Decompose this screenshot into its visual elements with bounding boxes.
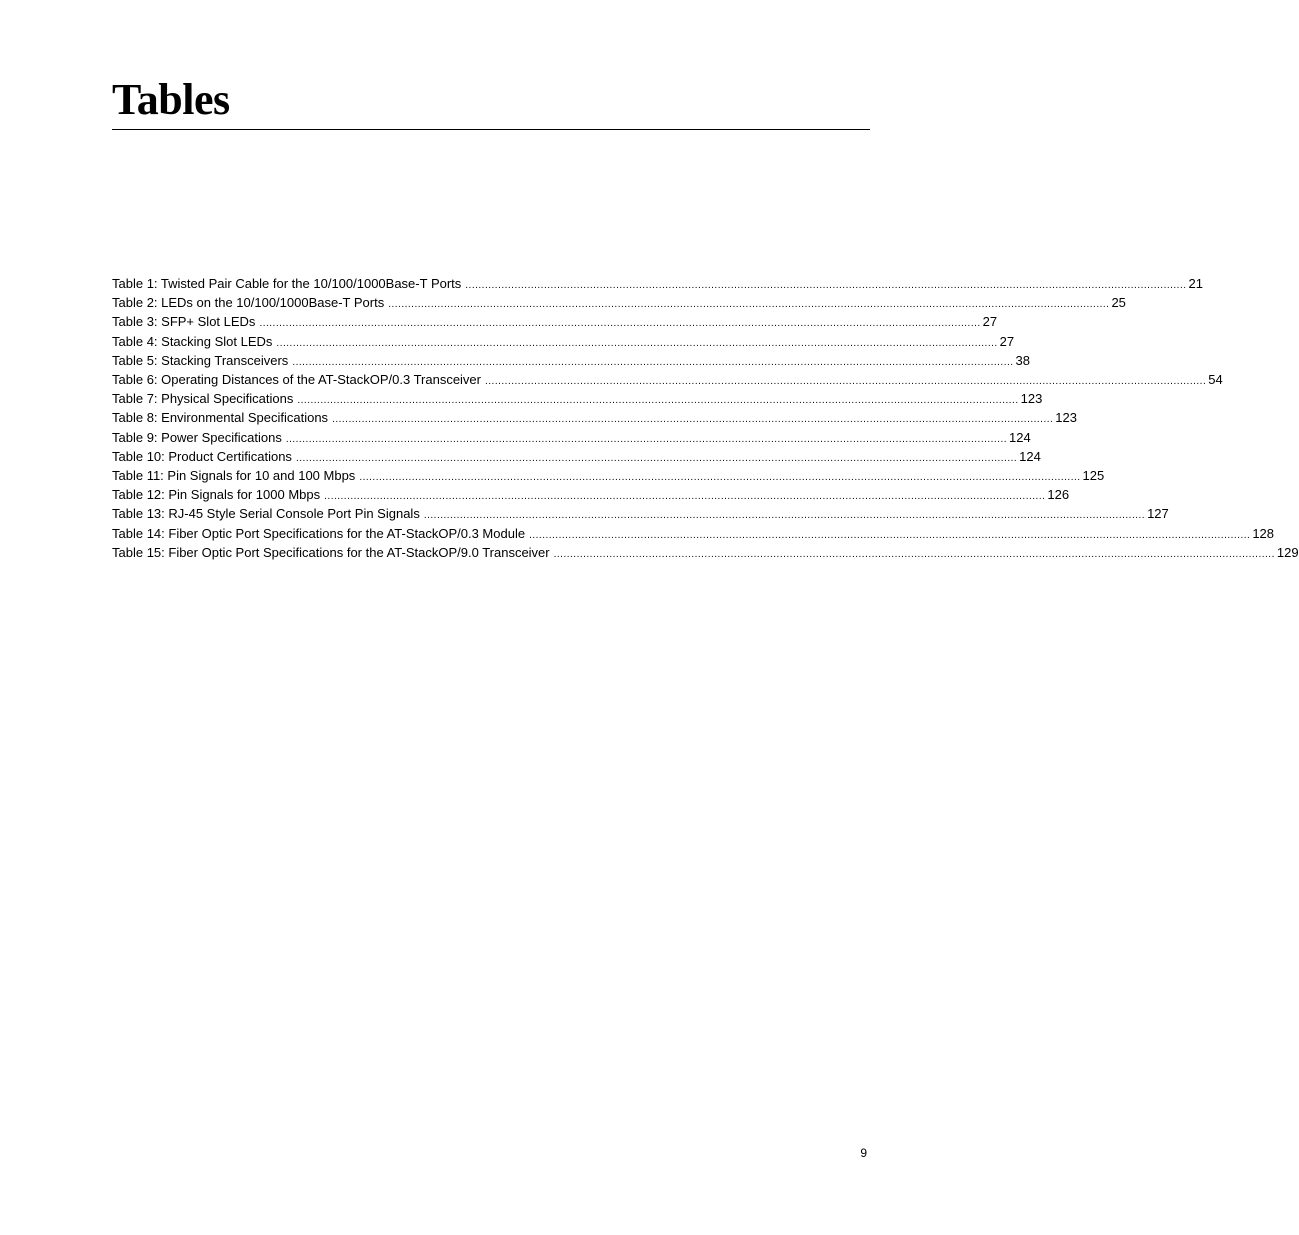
toc-entry-page: 27 (982, 314, 998, 330)
toc-entry-page: 123 (1020, 391, 1043, 407)
toc-entry[interactable] (112, 371, 1223, 390)
dot-leader: ............................................................................................................................................................................................................................ (324, 491, 1046, 503)
toc-entry-title: Table 8: Environmental Specifications (112, 410, 329, 426)
toc-entry-title: Table 4: Stacking Slot LEDs (112, 333, 273, 349)
toc-entry-page: 21 (1188, 276, 1203, 291)
dot-leader: ............................................................................................................................................................................................................................ (388, 299, 1110, 311)
toc-entry-title: Table 11: Pin Signals for 10 and 100 Mbps (112, 468, 356, 484)
toc-entry[interactable] (112, 525, 1275, 544)
toc-entry[interactable] (112, 333, 1015, 352)
toc-entry-page: 38 (1015, 352, 1031, 368)
toc-entry[interactable] (112, 448, 1041, 467)
toc-entry-title: Table 6: Operating Distances of the AT-StackOP/0.3 Transceiver (112, 372, 481, 388)
toc-entry-title: Table 14: Fiber Optic Port Specifications for the AT-StackOP/0.3 Module (112, 525, 526, 541)
toc-entry[interactable] (112, 390, 1043, 409)
toc-entry[interactable] (112, 505, 1169, 524)
toc-entry[interactable] (112, 544, 1299, 563)
toc-entry-page: 54 (1208, 372, 1223, 388)
dot-leader: ............................................................................................................................................................................................................................ (529, 529, 1251, 541)
toc-entry-page: 25 (1111, 295, 1126, 311)
page-title: Tables (112, 75, 230, 124)
toc-entry-title: Table 5: Stacking Transceivers (112, 352, 289, 368)
toc-entry[interactable] (112, 467, 1105, 486)
dot-leader: ............................................................................................................................................................................................................................ (295, 452, 1018, 464)
toc-entry-page: 123 (1055, 410, 1077, 426)
title-divider (112, 129, 870, 130)
toc-entry-page: 124 (1019, 448, 1041, 464)
toc-entry-page: 127 (1147, 506, 1169, 522)
toc-entry[interactable] (112, 429, 1031, 448)
toc-entry-title: Table 3: SFP+ Slot LEDs (112, 314, 256, 330)
dot-leader: ............................................................................................................................................................................................................................ (359, 472, 1081, 484)
page-number: 9 (860, 1146, 867, 1160)
dot-leader: ............................................................................................................................................................................................................................ (465, 280, 1187, 291)
toc-entry-title: Table 2: LEDs on the 10/100/1000Base-T Ports (112, 295, 385, 311)
toc-entry[interactable] (112, 275, 1203, 294)
dot-leader: ............................................................................................................................................................................................................................ (553, 548, 1275, 560)
toc-entry[interactable] (112, 294, 1126, 313)
toc-entry-title: Table 10: Product Certifications (112, 448, 292, 464)
toc-entry-page: 126 (1047, 487, 1070, 503)
dot-leader: ............................................................................................................................................................................................................................ (297, 395, 1019, 407)
toc-entry[interactable] (112, 352, 1031, 371)
toc-entry-page: 125 (1082, 468, 1105, 484)
dot-leader: ............................................................................................................................................................................................................................ (292, 356, 1014, 368)
dot-leader: ............................................................................................................................................................................................................................ (332, 414, 1054, 426)
toc-entry[interactable] (112, 486, 1070, 505)
toc-entry-title: Table 1: Twisted Pair Cable for the 10/100/1000Base-T Ports (112, 276, 462, 291)
toc-entry-page: 128 (1252, 525, 1275, 541)
toc-entry-title: Table 15: Fiber Optic Port Specifications for the AT-StackOP/9.0 Transceiver (112, 544, 550, 560)
toc-entry-title: Table 9: Power Specifications (112, 429, 282, 445)
toc-entry[interactable] (112, 313, 998, 332)
list-of-tables (112, 275, 1299, 563)
toc-entry-page: 27 (999, 333, 1015, 349)
toc-entry-page: 124 (1009, 429, 1031, 445)
toc-entry-page: 129 (1276, 544, 1299, 560)
dot-leader: ............................................................................................................................................................................................................................ (259, 318, 981, 330)
dot-leader: ............................................................................................................................................................................................................................ (485, 376, 1207, 388)
dot-leader: ............................................................................................................................................................................................................................ (423, 510, 1146, 522)
toc-entry-title: Table 12: Pin Signals for 1000 Mbps (112, 487, 321, 503)
dot-leader: ............................................................................................................................................................................................................................ (285, 433, 1008, 445)
toc-entry[interactable] (112, 409, 1077, 428)
toc-entry-title: Table 7: Physical Specifications (112, 391, 294, 407)
dot-leader: ............................................................................................................................................................................................................................ (276, 337, 998, 349)
toc-entry-title: Table 13: RJ-45 Style Serial Console Port Pin Signals (112, 506, 420, 522)
